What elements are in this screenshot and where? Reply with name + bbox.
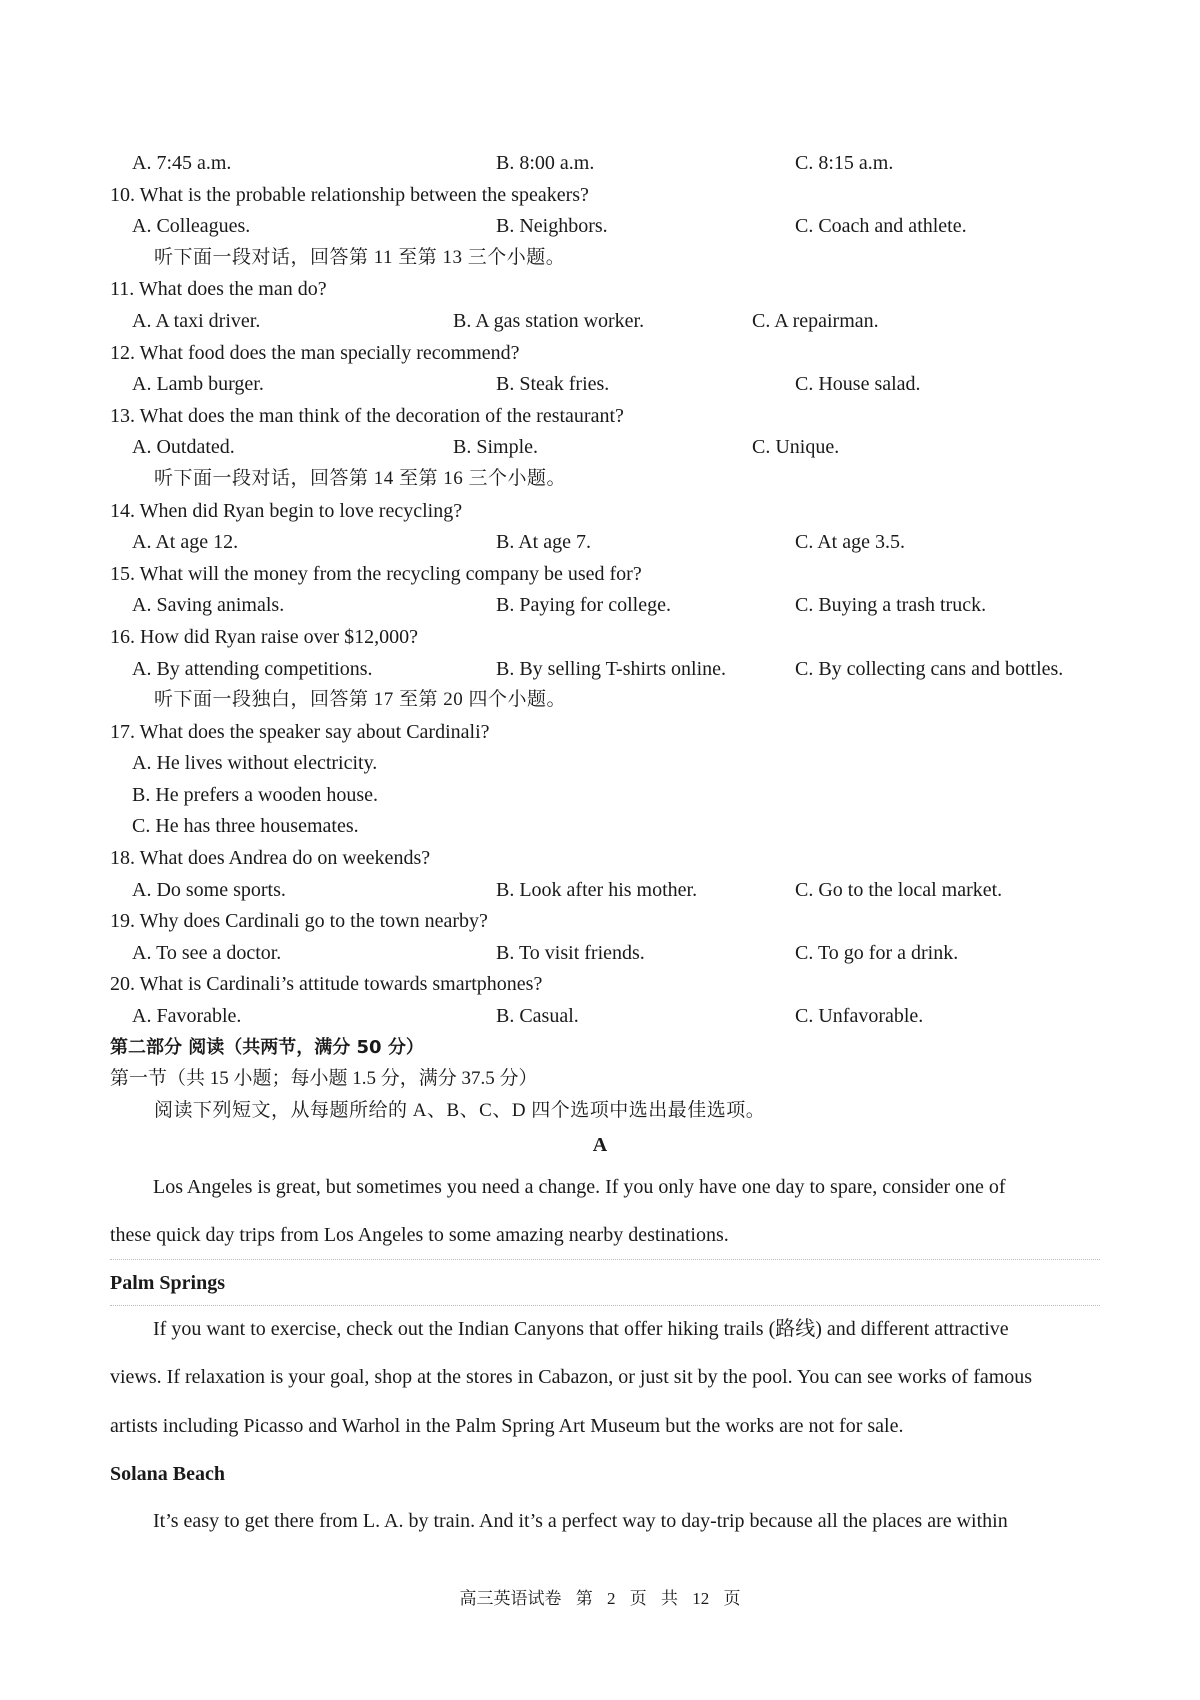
option-b: B. Simple. bbox=[453, 436, 539, 459]
instruction-text: 听下面一段对话，回答第 11 至第 13 三个小题。 bbox=[154, 246, 566, 268]
option-c: C. He has three housemates. bbox=[132, 815, 359, 838]
palm-line-2: views. If relaxation is your goal, shop at the stores in Cabazon, or just sit by the pool. You can see works of famous bbox=[110, 1366, 1033, 1388]
option-c: C. At age 3.5. bbox=[795, 531, 905, 554]
question-11 bbox=[110, 277, 1100, 309]
question-13 bbox=[110, 404, 1100, 436]
question-17 bbox=[110, 720, 1100, 752]
reading-part-title bbox=[110, 1036, 1100, 1068]
q17-option-c bbox=[110, 814, 1100, 846]
palm-line-1: If you want to exercise, check out the Indian Canyons that offer hiking trails (路线) and different attractive bbox=[153, 1318, 1009, 1340]
option-b: B. 8:00 a.m. bbox=[496, 152, 595, 174]
option-b: B. Look after his mother. bbox=[496, 878, 698, 901]
option-a: A. 7:45 a.m. bbox=[132, 152, 232, 174]
option-a: A. Favorable. bbox=[132, 1005, 242, 1028]
option-b: B. At age 7. bbox=[496, 531, 591, 554]
reading-section-title bbox=[110, 1067, 1100, 1099]
q20-options bbox=[110, 1004, 1100, 1036]
divider bbox=[110, 1259, 1100, 1260]
option-a: A. Colleagues. bbox=[132, 215, 251, 238]
option-c: C. Buying a trash truck. bbox=[795, 594, 987, 617]
question-text: 12. What food does the man specially recommend? bbox=[110, 341, 520, 364]
q18-options bbox=[110, 878, 1100, 910]
question-text: 19. Why does Cardinali go to the town nearby? bbox=[110, 910, 488, 933]
q11-options bbox=[110, 309, 1100, 341]
question-18 bbox=[110, 846, 1100, 878]
option-b: B. Steak fries. bbox=[496, 373, 610, 396]
option-c: C. Unique. bbox=[752, 436, 840, 459]
question-10 bbox=[110, 183, 1100, 215]
question-text: 15. What will the money from the recycling company be used for? bbox=[110, 562, 642, 585]
reading-instruction bbox=[110, 1099, 1100, 1131]
option-a: A. A taxi driver. bbox=[132, 309, 261, 332]
option-a: A. Lamb burger. bbox=[132, 373, 264, 396]
option-c: C. Go to the local market. bbox=[795, 878, 1003, 901]
question-19 bbox=[110, 909, 1100, 941]
instruction-text: 听下面一段对话，回答第 14 至第 16 三个小题。 bbox=[154, 467, 567, 489]
option-c: C. To go for a drink. bbox=[795, 941, 959, 964]
palm-line-3: artists including Picasso and Warhol in the Palm Spring Art Museum but the works are not for sale. bbox=[110, 1415, 904, 1437]
part-title: 第二部分 阅读（共两节，满分 50 分） bbox=[110, 1036, 424, 1058]
question-14 bbox=[110, 499, 1100, 531]
option-a: A. Do some sports. bbox=[132, 878, 286, 901]
question-text: 18. What does Andrea do on weekends? bbox=[110, 847, 431, 870]
question-text: 13. What does the man think of the decoration of the restaurant? bbox=[110, 404, 624, 427]
q16-options bbox=[110, 657, 1100, 689]
intro-line-1: Los Angeles is great, but sometimes you need a change. If you only have one day to spare, consider one of bbox=[153, 1176, 1006, 1198]
option-b: B. Neighbors. bbox=[496, 215, 608, 238]
divider bbox=[110, 1305, 1100, 1306]
page-footer: 高三英语试卷 第 2 页 共 12 页 bbox=[459, 1589, 741, 1608]
question-15 bbox=[110, 562, 1100, 594]
question-text: 10. What is the probable relationship between the speakers? bbox=[110, 183, 589, 206]
question-16 bbox=[110, 625, 1100, 657]
option-c: C. 8:15 a.m. bbox=[795, 152, 894, 174]
option-b: B. By selling T-shirts online. bbox=[496, 657, 727, 680]
option-a: A. Outdated. bbox=[132, 436, 235, 459]
q13-options bbox=[110, 435, 1100, 467]
option-b: B. To visit friends. bbox=[496, 941, 645, 964]
instruction-11-13 bbox=[110, 246, 1100, 278]
option-b: B. A gas station worker. bbox=[453, 309, 645, 332]
option-c: C. Coach and athlete. bbox=[795, 215, 967, 238]
question-12 bbox=[110, 341, 1100, 373]
solana-line-1: It’s easy to get there from L. A. by train. And it’s a perfect way to day-trip because all the places are within bbox=[153, 1510, 1008, 1532]
instruction-text: 听下面一段独白，回答第 17 至第 20 四个小题。 bbox=[154, 689, 567, 711]
option-a: A. Saving animals. bbox=[132, 594, 285, 617]
option-a: A. By attending competitions. bbox=[132, 657, 373, 680]
option-c: C. A repairman. bbox=[752, 309, 879, 332]
question-text: 14. When did Ryan begin to love recycling? bbox=[110, 499, 463, 522]
option-c: C. By collecting cans and bottles. bbox=[795, 657, 1064, 680]
option-b: B. He prefers a wooden house. bbox=[132, 783, 379, 806]
option-b: B. Casual. bbox=[496, 1005, 579, 1028]
q17-option-b bbox=[110, 783, 1100, 815]
passage-label: A bbox=[592, 1134, 608, 1156]
instruction-14-16 bbox=[110, 467, 1100, 499]
instruction-text: 阅读下列短文，从每题所给的 A、B、C、D 四个选项中选出最佳选项。 bbox=[154, 1099, 766, 1121]
option-a: A. He lives without electricity. bbox=[132, 752, 378, 775]
question-text: 17. What does the speaker say about Cardinali? bbox=[110, 720, 490, 743]
q10-options bbox=[110, 214, 1100, 246]
question-20 bbox=[110, 972, 1100, 1004]
q14-options bbox=[110, 530, 1100, 562]
question-text: 11. What does the man do? bbox=[110, 278, 327, 301]
q17-option-a bbox=[110, 751, 1100, 783]
question-text: 16. How did Ryan raise over $12,000? bbox=[110, 625, 419, 648]
intro-line-2: these quick day trips from Los Angeles to some amazing nearby destinations. bbox=[110, 1224, 729, 1246]
q15-options bbox=[110, 593, 1100, 625]
option-a: A. To see a doctor. bbox=[132, 941, 282, 964]
listening-section bbox=[110, 151, 1100, 1130]
q9-options bbox=[110, 151, 1100, 183]
q12-options bbox=[110, 372, 1100, 404]
section-title: 第一节（共 15 小题；每小题 1.5 分，满分 37.5 分） bbox=[110, 1068, 538, 1090]
instruction-17-20 bbox=[110, 688, 1100, 720]
solana-beach-heading: Solana Beach bbox=[110, 1463, 226, 1485]
question-text: 20. What is Cardinali’s attitude towards smartphones? bbox=[110, 973, 543, 996]
q19-options bbox=[110, 941, 1100, 973]
option-c: C. Unfavorable. bbox=[795, 1005, 924, 1028]
option-a: A. At age 12. bbox=[132, 531, 239, 554]
palm-springs-heading: Palm Springs bbox=[110, 1272, 226, 1294]
option-c: C. House salad. bbox=[795, 373, 921, 396]
option-b: B. Paying for college. bbox=[496, 594, 671, 617]
